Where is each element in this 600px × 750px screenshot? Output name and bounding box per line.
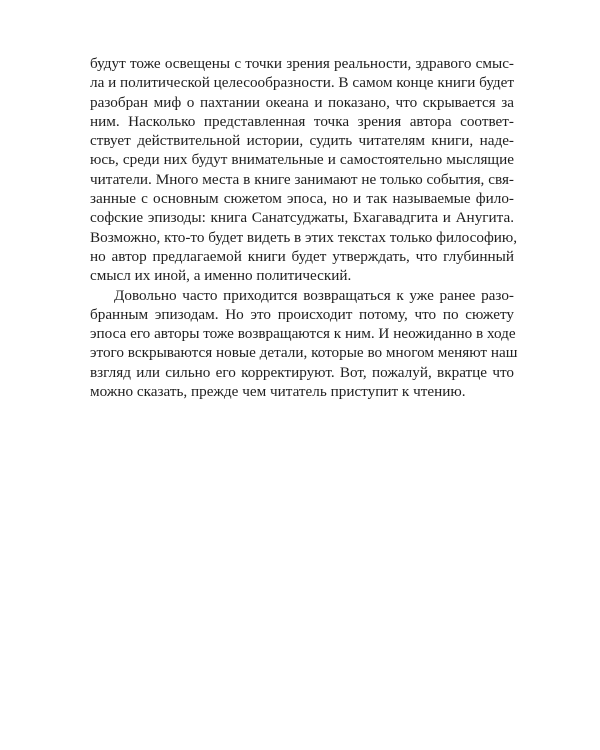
text-line: смысл их иной, а именно политический. [90, 267, 352, 285]
text-line: Возможно, кто-то будет видеть в этих текстах только философию, [90, 228, 518, 246]
body-text [90, 54, 518, 401]
text-line: эпоса его авторы тоже возвращаются к ним. И неожиданно в ходе [90, 325, 516, 343]
text-line: юсь, среди них будут внимательные и самостоятельно мыслящие [90, 151, 514, 169]
text-line: разобран миф о пахтании океана и показано, что скрывается за [90, 93, 514, 111]
text-line: взгляд или сильно его корректируют. Вот, пожалуй, вкратце что [90, 363, 514, 381]
text-line: но автор предлагаемой книги будет утверждать, что глубинный [90, 247, 514, 265]
text-line: Довольно часто приходится возвращаться к уже ранее разо- [114, 286, 514, 304]
text-line: ствует действительной истории, судить читателям книги, наде- [90, 132, 514, 150]
text-line: читатели. Много места в книге занимают не только события, свя- [90, 170, 514, 188]
text-line: бранным эпизодам. Но это происходит потому, что по сюжету [90, 305, 514, 323]
paragraph-1 [90, 54, 518, 286]
text-line: можно сказать, прежде чем читатель приступит к чтению. [90, 383, 466, 401]
paragraph-2 [90, 286, 518, 402]
text-line: занные с основным сюжетом эпоса, но и так называемые фило- [90, 190, 514, 208]
text-line: софские эпизоды: книга Санатсуджаты, Бхагавадгита и Анугита. [90, 209, 514, 227]
text-line: этого вскрываются новые детали, которые во многом меняют наш [90, 344, 518, 362]
text-line: будут тоже освещены с точки зрения реальности, здравого смыс- [90, 55, 514, 72]
text-line: ла и политической целесообразности. В самом конце книги будет [90, 74, 515, 92]
text-line: ним. Насколько представленная точка зрения автора соответ- [90, 112, 514, 130]
